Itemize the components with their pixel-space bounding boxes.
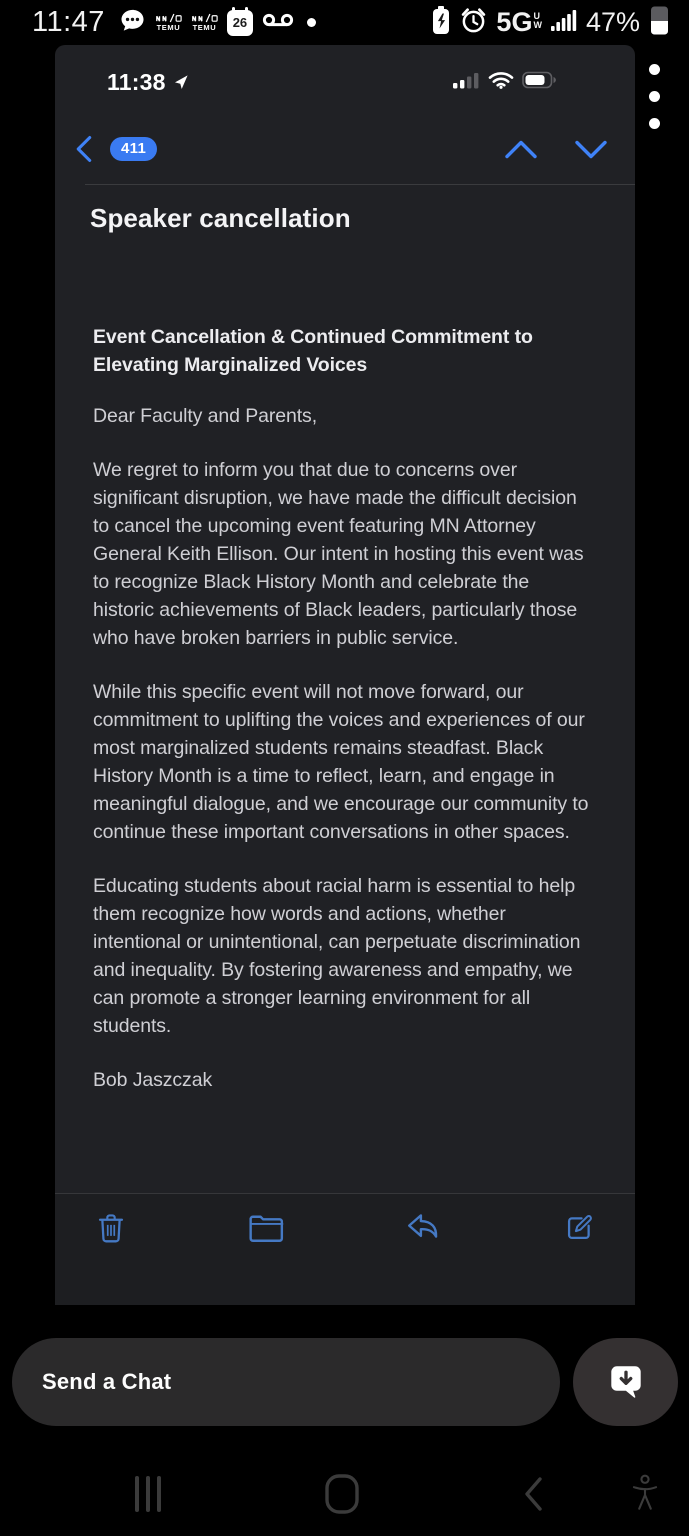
android-status-right [431,4,671,42]
email-signature: Bob Jaszczak [93,1069,213,1091]
chat-input[interactable] [12,1338,560,1426]
voicemail-icon [262,11,294,35]
unread-count-badge[interactable]: 411 [110,137,157,161]
email-paragraph: We regret to inform you that due to concerns over significant disruption, we have made the difficult decision to cancel the upcoming event featuring MN Attorney General Keith Ellison. Our intent in hosting this event was to recognize Black History Month and celebrate the historic achievements of Black leaders, particularly those who have broken barriers in public service. [93,459,584,649]
email-salutation: Dear Faculty and Parents, [93,405,318,427]
battery-saver-icon [431,5,451,41]
android-nav-bar [0,1452,689,1536]
reply-button[interactable] [403,1208,443,1248]
battery-icon [648,4,671,42]
mail-nav-bar [68,127,611,171]
calendar-icon: 26 [227,10,253,36]
next-message-button[interactable] [571,129,611,169]
mail-toolbar [55,1193,635,1305]
alarm-clock-icon [459,6,488,40]
iphone-status-bar [107,59,557,105]
folder-button[interactable] [247,1208,287,1248]
back-button[interactable] [68,129,98,169]
android-clock: 11:47 [32,6,105,38]
email-screenshot [55,45,635,1305]
compose-button[interactable] [559,1208,599,1248]
network-type-label: 5G U W [496,7,542,37]
notification-overflow-dot [307,18,316,27]
email-paragraph: While this specific event will not move forward, our commitment to uplifting the voices and experiences of our most marginalized students remains steadfast. Black History Month is a time to reflect, learn, and engage in meaningful dialogue, and we encourage our community to continue these important conversations in other spaces. [93,681,589,843]
email-heading: Event Cancellation & Continued Commitment to Elevating Marginalized Voices [93,326,533,376]
email-body [93,456,589,1040]
message-bubble-icon [119,7,146,39]
previous-message-button[interactable] [501,129,541,169]
temu-notification-icon: TEMU [191,13,218,32]
back-nav-button[interactable] [520,1474,546,1514]
notification-icons [119,7,316,39]
location-arrow-icon [173,74,189,90]
email-content [93,323,589,1094]
android-status-bar [0,0,689,45]
accessibility-button[interactable] [630,1473,660,1515]
iphone-clock: 11:38 [107,68,166,95]
email-paragraph: Educating students about racial harm is essential to help them recognize how words and actions, whether intentional or unintentional, can perpetuate discrimination and inequality. By fostering awareness and empathy, we can promote a stronger learning environment for all students. [93,875,581,1037]
signal-strength-icon [550,9,578,37]
cellular-bars-icon [453,71,480,94]
save-in-chat-button[interactable] [573,1338,678,1426]
iphone-battery-icon [522,71,557,94]
recent-apps-button[interactable] [131,1473,165,1515]
trash-button[interactable] [91,1208,131,1248]
divider [85,184,635,185]
save-in-chat-icon [605,1360,647,1405]
battery-percent-label: 47% [585,7,640,37]
home-button[interactable] [322,1472,362,1516]
wifi-icon [488,71,514,94]
email-subject: Speaker cancellation [90,203,351,233]
more-options-icon[interactable] [649,64,660,129]
temu-notification-icon: TEMU [155,13,182,32]
